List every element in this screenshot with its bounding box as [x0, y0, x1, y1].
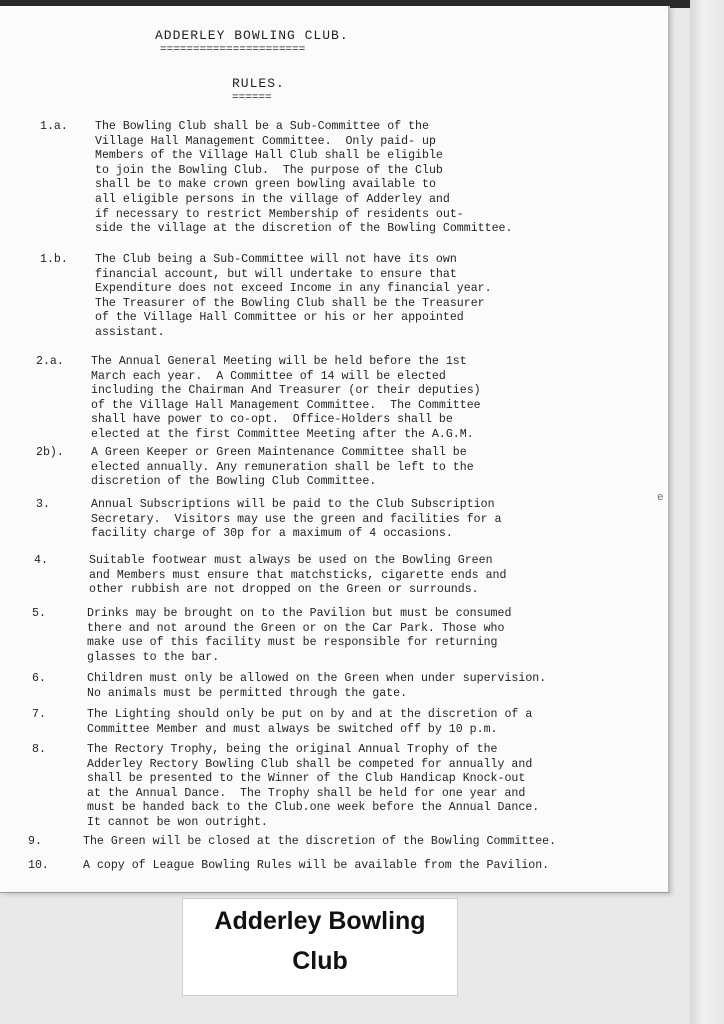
rule-text: The Green will be closed at the discretion of the Bowling Committee. — [83, 835, 557, 848]
rule-number: 8. — [32, 743, 46, 756]
club-name-heading: ADDERLEY BOWLING CLUB. — [155, 28, 349, 43]
rule-number: 4. — [34, 554, 48, 567]
rule-text: The Bowling Club shall be a Sub-Committee of the Village Hall Management Committee. Only paid- up Members of the Village Hall Club shall be eligible to join the Bowling Club. The purpose of the Club shall be to make crown green bowling available to all eligible persons in the village of Adderley and if necessary to restrict Membership of residents out- side the village at the discretion of the Bowling Committee. — [95, 120, 513, 236]
rule-number: 5. — [32, 607, 46, 620]
rule-text: A Green Keeper or Green Maintenance Committee shall be elected annually. Any remuneration shall be left to the discretion of the Bowling Club Committee. — [91, 446, 474, 489]
rule-number: 1.b. — [40, 253, 68, 266]
rule-number: 3. — [36, 498, 50, 511]
margin-mark: e — [657, 492, 664, 504]
rules-title: RULES. — [232, 76, 285, 91]
rule-number: 1.a. — [40, 120, 68, 133]
label-line-1: Adderley Bowling — [214, 907, 426, 935]
rule-text: Drinks may be brought on to the Pavilion but must be consumed there and not around the Green or on the Car Park. Those who make use of this facility must be responsible for returning glasses to the bar. — [87, 607, 512, 664]
rule-text: The Club being a Sub-Committee will not have its own financial account, but will undertake to ensure that Expenditure does not exceed Income in any financial year. The Treasurer of the Bowling Club shall be the Treasurer of the Village Hall Committee or his or her appointed assistant. — [95, 253, 492, 339]
rule-text: Annual Subscriptions will be paid to the Club Subscription Secretary. Visitors may use the green and facilities for a facility charge of 30p for a maximum of 4 occasions. — [91, 498, 502, 541]
rule-number: 2.a. — [36, 355, 64, 368]
rules-title-underline: ====== — [232, 92, 272, 104]
label-line-2: Club — [292, 947, 348, 975]
rule-number: 6. — [32, 672, 46, 685]
title-label-card — [182, 898, 458, 996]
rule-number: 7. — [32, 708, 46, 721]
rules-page — [0, 6, 670, 893]
rule-number: 9. — [28, 835, 42, 848]
rule-number: 10. — [28, 859, 49, 872]
club-name-underline: ====================== — [160, 44, 306, 56]
scanner-right-edge — [690, 0, 724, 1024]
rule-text: The Lighting should only be put on by and at the discretion of a Committee Member and must always be switched off by 10 p.m. — [87, 708, 533, 736]
rule-text: The Rectory Trophy, being the original Annual Trophy of the Adderley Rectory Bowling Club shall be competed for annually and shall be presented to the Winner of the Club Handicap Knock-out at the Annual Dance. The Trophy shall be held for one year and must be handed back to the Club.one week before the Annual Dance. It cannot be won outright. — [87, 743, 540, 829]
rule-text: The Annual General Meeting will be held before the 1st March each year. A Committee of 14 will be elected including the Chairman And Treasurer (or their deputies) of the Village Hall Management Committee. The Committee shall have power to co-opt. Office-Holders shall be elected at the first Committee Meeting after the A.G.M. — [91, 355, 481, 441]
rule-number: 2b). — [36, 446, 64, 459]
rule-text: A copy of League Bowling Rules will be available from the Pavilion. — [83, 859, 550, 872]
rule-text: Suitable footwear must always be used on the Bowling Green and Members must ensure that matchsticks, cigarette ends and other rubbish are not dropped on the Green or surrounds. — [89, 554, 507, 597]
rule-text: Children must only be allowed on the Green when under supervision. No animals must be permitted through the gate. — [87, 672, 547, 700]
